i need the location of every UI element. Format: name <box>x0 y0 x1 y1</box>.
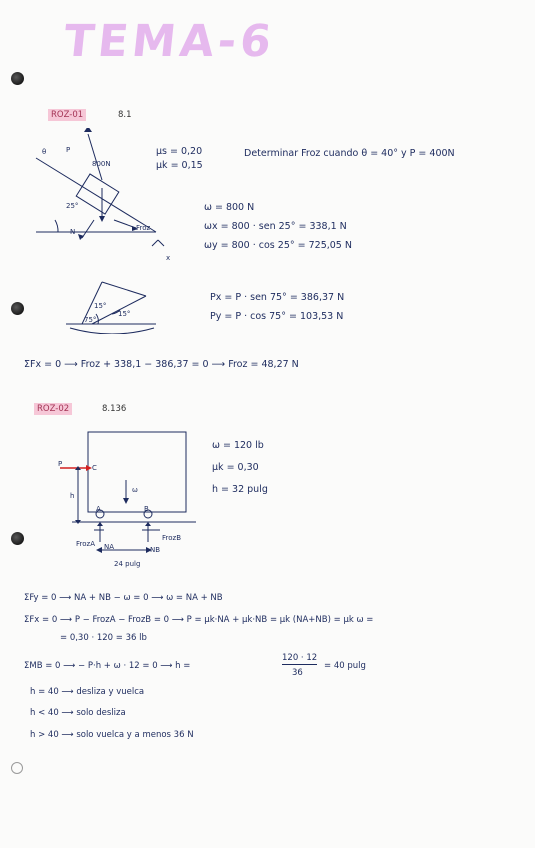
theta-label: θ <box>42 148 47 156</box>
page-title: TEMA-6 <box>61 16 278 67</box>
angle2-label: 15° <box>94 302 107 310</box>
weight-label: 800N <box>92 160 111 168</box>
normal-b-label: NB <box>150 546 161 554</box>
normal-label: N <box>70 228 76 236</box>
wy-eq: ωy = 800 · cos 25° = 725,05 N <box>204 240 352 251</box>
mu-k: μk = 0,30 <box>212 462 259 473</box>
binder-hole <box>11 532 24 545</box>
problem-ref: 8.136 <box>102 404 127 414</box>
height-label: h <box>70 492 75 500</box>
sum-fx-eq: ΣFx = 0 ⟶ Froz + 338,1 − 386,37 = 0 ⟶ Froz = 48,27 N <box>24 359 299 370</box>
friction-label: Froz <box>136 224 151 232</box>
x-axis-label: x <box>166 254 171 262</box>
friction-a-label: FrozA <box>76 540 95 548</box>
sum-fx-eq-cont: = 0,30 · 120 = 36 lb <box>60 633 147 643</box>
point-a-label: A <box>96 505 101 513</box>
mu-k: μk = 0,15 <box>156 160 203 171</box>
binder-hole <box>11 72 24 85</box>
point-c-label: C <box>92 464 97 472</box>
weight-eq: ω = 120 lb <box>212 440 264 451</box>
angle-label: 25° <box>66 202 79 210</box>
fraction-numerator: 120 · 12 <box>282 653 318 663</box>
cabinet-diagram <box>56 426 206 576</box>
normal-a-label: NA <box>104 543 115 551</box>
sum-fy-eq: ΣFy = 0 ⟶ NA + NB − ω = 0 ⟶ ω = NA + NB <box>24 593 223 603</box>
py-eq: Py = P · cos 75° = 103,53 N <box>210 311 344 322</box>
conclusion-1: h = 40 ⟶ desliza y vuelca <box>30 687 145 697</box>
px-eq: Px = P · sen 75° = 386,37 N <box>210 292 345 303</box>
distance-label: 24 pulg <box>114 560 141 568</box>
problem-ref: 8.1 <box>118 110 132 120</box>
wx-eq: ωx = 800 · sen 25° = 338,1 N <box>204 221 347 232</box>
sum-mb-eq: ΣMB = 0 ⟶ − P·h + ω · 12 = 0 ⟶ h = <box>24 661 191 671</box>
fraction-denominator: 36 <box>292 668 303 678</box>
problem-tag: ROZ-01 <box>48 109 86 121</box>
binder-hole <box>11 302 24 315</box>
sum-fx-eq: ΣFx = 0 ⟶ P − FrozA − FrozB = 0 ⟶ P = μk·NA + μk·NB = μk (NA+NB) = μk ω = <box>24 615 374 625</box>
problem-tag: ROZ-02 <box>34 403 72 415</box>
angle-diagram <box>62 278 162 334</box>
fraction-result: = 40 pulg <box>324 661 366 671</box>
binder-hole <box>11 762 23 774</box>
weight-eq: ω = 800 N <box>204 202 255 213</box>
conclusion-3: h > 40 ⟶ solo vuelca y a menos 36 N <box>30 730 194 740</box>
problem-statement: Determinar Froz cuando θ = 40° y P = 400N <box>244 148 455 159</box>
angle4-label: 15° <box>118 310 131 318</box>
force-p-label: P <box>58 460 63 468</box>
friction-b-label: FrozB <box>162 534 182 542</box>
p-label: P <box>66 146 71 154</box>
point-b-label: B <box>144 505 149 513</box>
conclusion-2: h < 40 ⟶ solo desliza <box>30 708 126 718</box>
weight-label: ω <box>132 486 138 494</box>
angle3-label: 75° <box>84 316 97 324</box>
height-given: h = 32 pulg <box>212 484 268 495</box>
mu-s: μs = 0,20 <box>156 146 203 157</box>
